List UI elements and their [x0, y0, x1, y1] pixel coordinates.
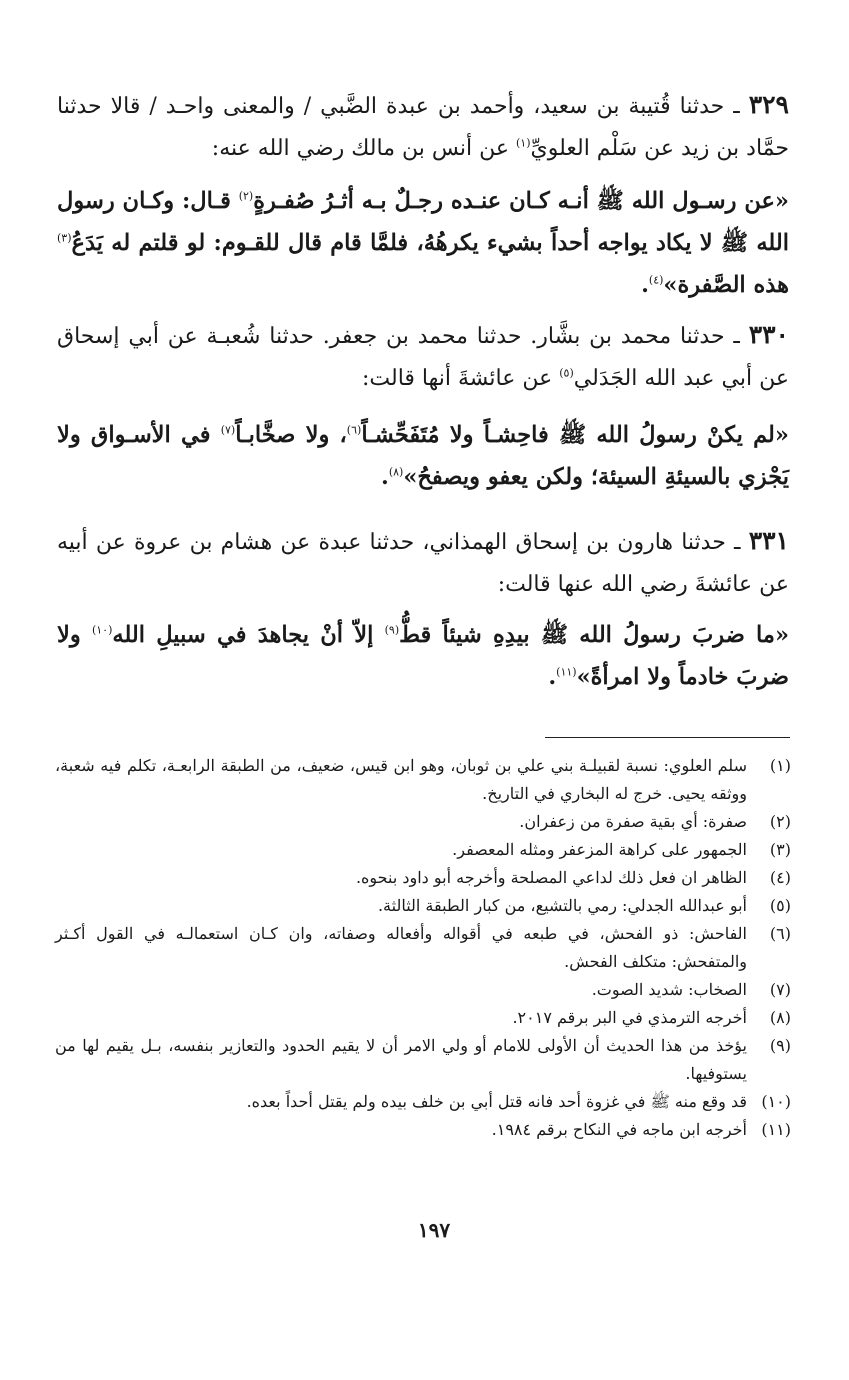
footnote-item — [55, 836, 791, 864]
footnote-text: أخرجه الترمذي في البر برقم ٢٠١٧. — [512, 1008, 747, 1027]
footnote-item — [55, 808, 791, 836]
footnote-text: الصخاب: شديد الصوت. — [591, 980, 747, 999]
footnote-ref: (١) — [516, 136, 531, 150]
footnote-ref: (١١) — [556, 665, 577, 679]
page-number: ١٩٧ — [417, 1218, 451, 1242]
footnote-ref: (١٠) — [91, 623, 113, 637]
hadith-text-end: . — [548, 664, 557, 690]
hadith-number: ٣٣١ — [748, 526, 789, 555]
footnote-item — [55, 1004, 791, 1032]
footnote-text: صفرة: أي بقية صفرة من زعفران. — [519, 812, 747, 831]
hadith-text-part: ولا ضربَ خادماً ولا امرأةً» — [57, 622, 789, 690]
footnote-ref: (٩) — [384, 623, 400, 637]
footnote-ref: (٤) — [648, 273, 664, 287]
footnote-number: (١١) — [761, 1120, 791, 1139]
footnote-number: (٨) — [769, 1008, 791, 1027]
hadith-number: ٣٣٠ — [748, 320, 789, 349]
footnote-number: (١٠) — [761, 1092, 791, 1111]
hadith-329-text — [57, 180, 789, 306]
hadith-number: ٣٢٩ — [748, 90, 789, 119]
footnote-text: الفاحش: ذو الفحش، في طبعه في أقواله وأفعاله وصفاته، وان كـان استعمالـه في القول أكـثر والمتفحش: متكلف الفحش. — [55, 924, 748, 971]
footnote-number: (٢) — [769, 812, 791, 831]
footnote-text: سلم العلوي: نسبة لقبيلـة بني علي بن ثوبان، وهو ابن قيس، ضعيف، من الطبقة الرابعـة، تكلم فيه شعبة، ووثقه يحيى. خرج له البخاري في التاريخ. — [55, 756, 747, 803]
hadith-330-chain — [57, 314, 789, 400]
footnote-ref: (٦) — [346, 423, 362, 437]
footnote-item — [55, 1032, 791, 1088]
chain-text-end: عن عائشةَ أنها قالت: — [362, 366, 560, 391]
footnote-number: (٩) — [769, 1036, 791, 1055]
footnote-text: أبو عبدالله الجدلي: رمي بالتشيع، من كبار الطبقة الثالثة. — [377, 896, 747, 915]
footnote-item — [55, 864, 791, 892]
footnote-number: (١) — [769, 756, 791, 775]
footnote-number: (٧) — [769, 980, 791, 999]
footnote-number: (٦) — [769, 924, 791, 943]
hadith-text-part: «ما ضربَ رسولُ الله ﷺ بيدِهِ شيئاً قطُّ — [399, 622, 790, 648]
chain-text: ـ حدثنا محمد بن بشَّار. حدثنا محمد بن جعفر. حدثنا شُعبـة عن أبي إسحاق عن أبي عبد الله الجَدَلي — [57, 324, 789, 391]
footnote-text: يؤخذ من هذا الحديث أن الأولى للامام أو ولي الامر أن لا يقيم الحدود والتعازير بنفسه، بـل يقيم لها من يستوفيها. — [55, 1036, 747, 1083]
footnote-text: الجمهور على كراهة المزعفر ومثله المعصفر. — [452, 840, 747, 859]
footnote-ref: (٨) — [388, 465, 404, 479]
hadith-text-part: قـال: وكـان رسول الله ﷺ لا يكاد يواجه أحداً بشيء يكرهُهُ، فلمَّا قام قال للقـوم: لو قلتم له يَدَعُ — [57, 188, 789, 256]
hadith-330-text — [57, 414, 789, 498]
footnotes-list — [55, 752, 791, 1144]
footnote-item — [55, 752, 791, 808]
hadith-text-part: ، ولا صخَّابـاً — [235, 422, 347, 448]
footnote-item — [55, 976, 791, 1004]
hadith-331-chain — [57, 520, 789, 606]
hadith-text-part: في الأسـواق ولا يَجْزي بالسيئةِ السيئة؛ ولكن يعفو ويصفحُ» — [57, 422, 789, 490]
footnote-ref: (٢) — [238, 189, 254, 203]
footnote-number: (٤) — [769, 868, 791, 887]
footnote-number: (٥) — [769, 896, 791, 915]
footnote-ref: (٧) — [220, 423, 236, 437]
hadith-text-end: . — [380, 464, 389, 490]
chain-text-end: عن أنس بن مالك رضي الله عنه: — [211, 136, 516, 161]
hadith-text-part: هذه الصَّفرة» — [663, 272, 789, 298]
hadith-text-part: «لم يكنْ رسولُ الله ﷺ فاحِشـاً ولا مُتَفَحِّشـاً — [361, 422, 789, 448]
footnote-divider — [545, 737, 790, 738]
footnote-number: (٣) — [769, 840, 791, 859]
hadith-331-text — [57, 614, 789, 698]
footnote-text: قد وقع منه ﷺ في غزوة أحد فانه قتل أبي بن خلف بيده ولم يقتل أحداً بعده. — [246, 1092, 747, 1111]
footnote-text: الظاهر ان فعل ذلك لداعي المصلحة وأخرجه أبو داود بنحوه. — [355, 868, 747, 887]
footnote-ref: (٥) — [559, 366, 574, 380]
hadith-text-end: . — [641, 272, 649, 298]
footnote-item — [55, 1116, 791, 1144]
footnote-text: أخرجه ابن ماجه في النكاح برقم ١٩٨٤. — [491, 1120, 747, 1139]
footnote-ref: (٣) — [57, 231, 72, 245]
chain-text: ـ حدثنا قُتيبة بن سعيد، وأحمد بن عبدة الضَّبي / والمعنى واحـد / قالا حدثنا حمَّاد بن زيد عن سَلْم العلويِّ — [57, 94, 789, 161]
footnote-item — [55, 892, 791, 920]
hadith-329-chain — [57, 84, 789, 170]
hadith-text-part: «عن رسـول الله ﷺ أنـه كـان عنـده رجـلٌ بـه أثـرُ صُفـرةٍ — [253, 188, 789, 214]
footnote-item — [55, 1088, 791, 1116]
hadith-text-part: إلاّ أنْ يجاهدَ في سبيلِ الله — [112, 622, 385, 648]
footnote-item — [55, 920, 791, 976]
chain-text: ـ حدثنا هارون بن إسحاق الهمذاني، حدثنا عبدة عن هشام بن عروة عن أبيه عن عائشةَ رضي الله عنها قالت: — [57, 530, 789, 597]
